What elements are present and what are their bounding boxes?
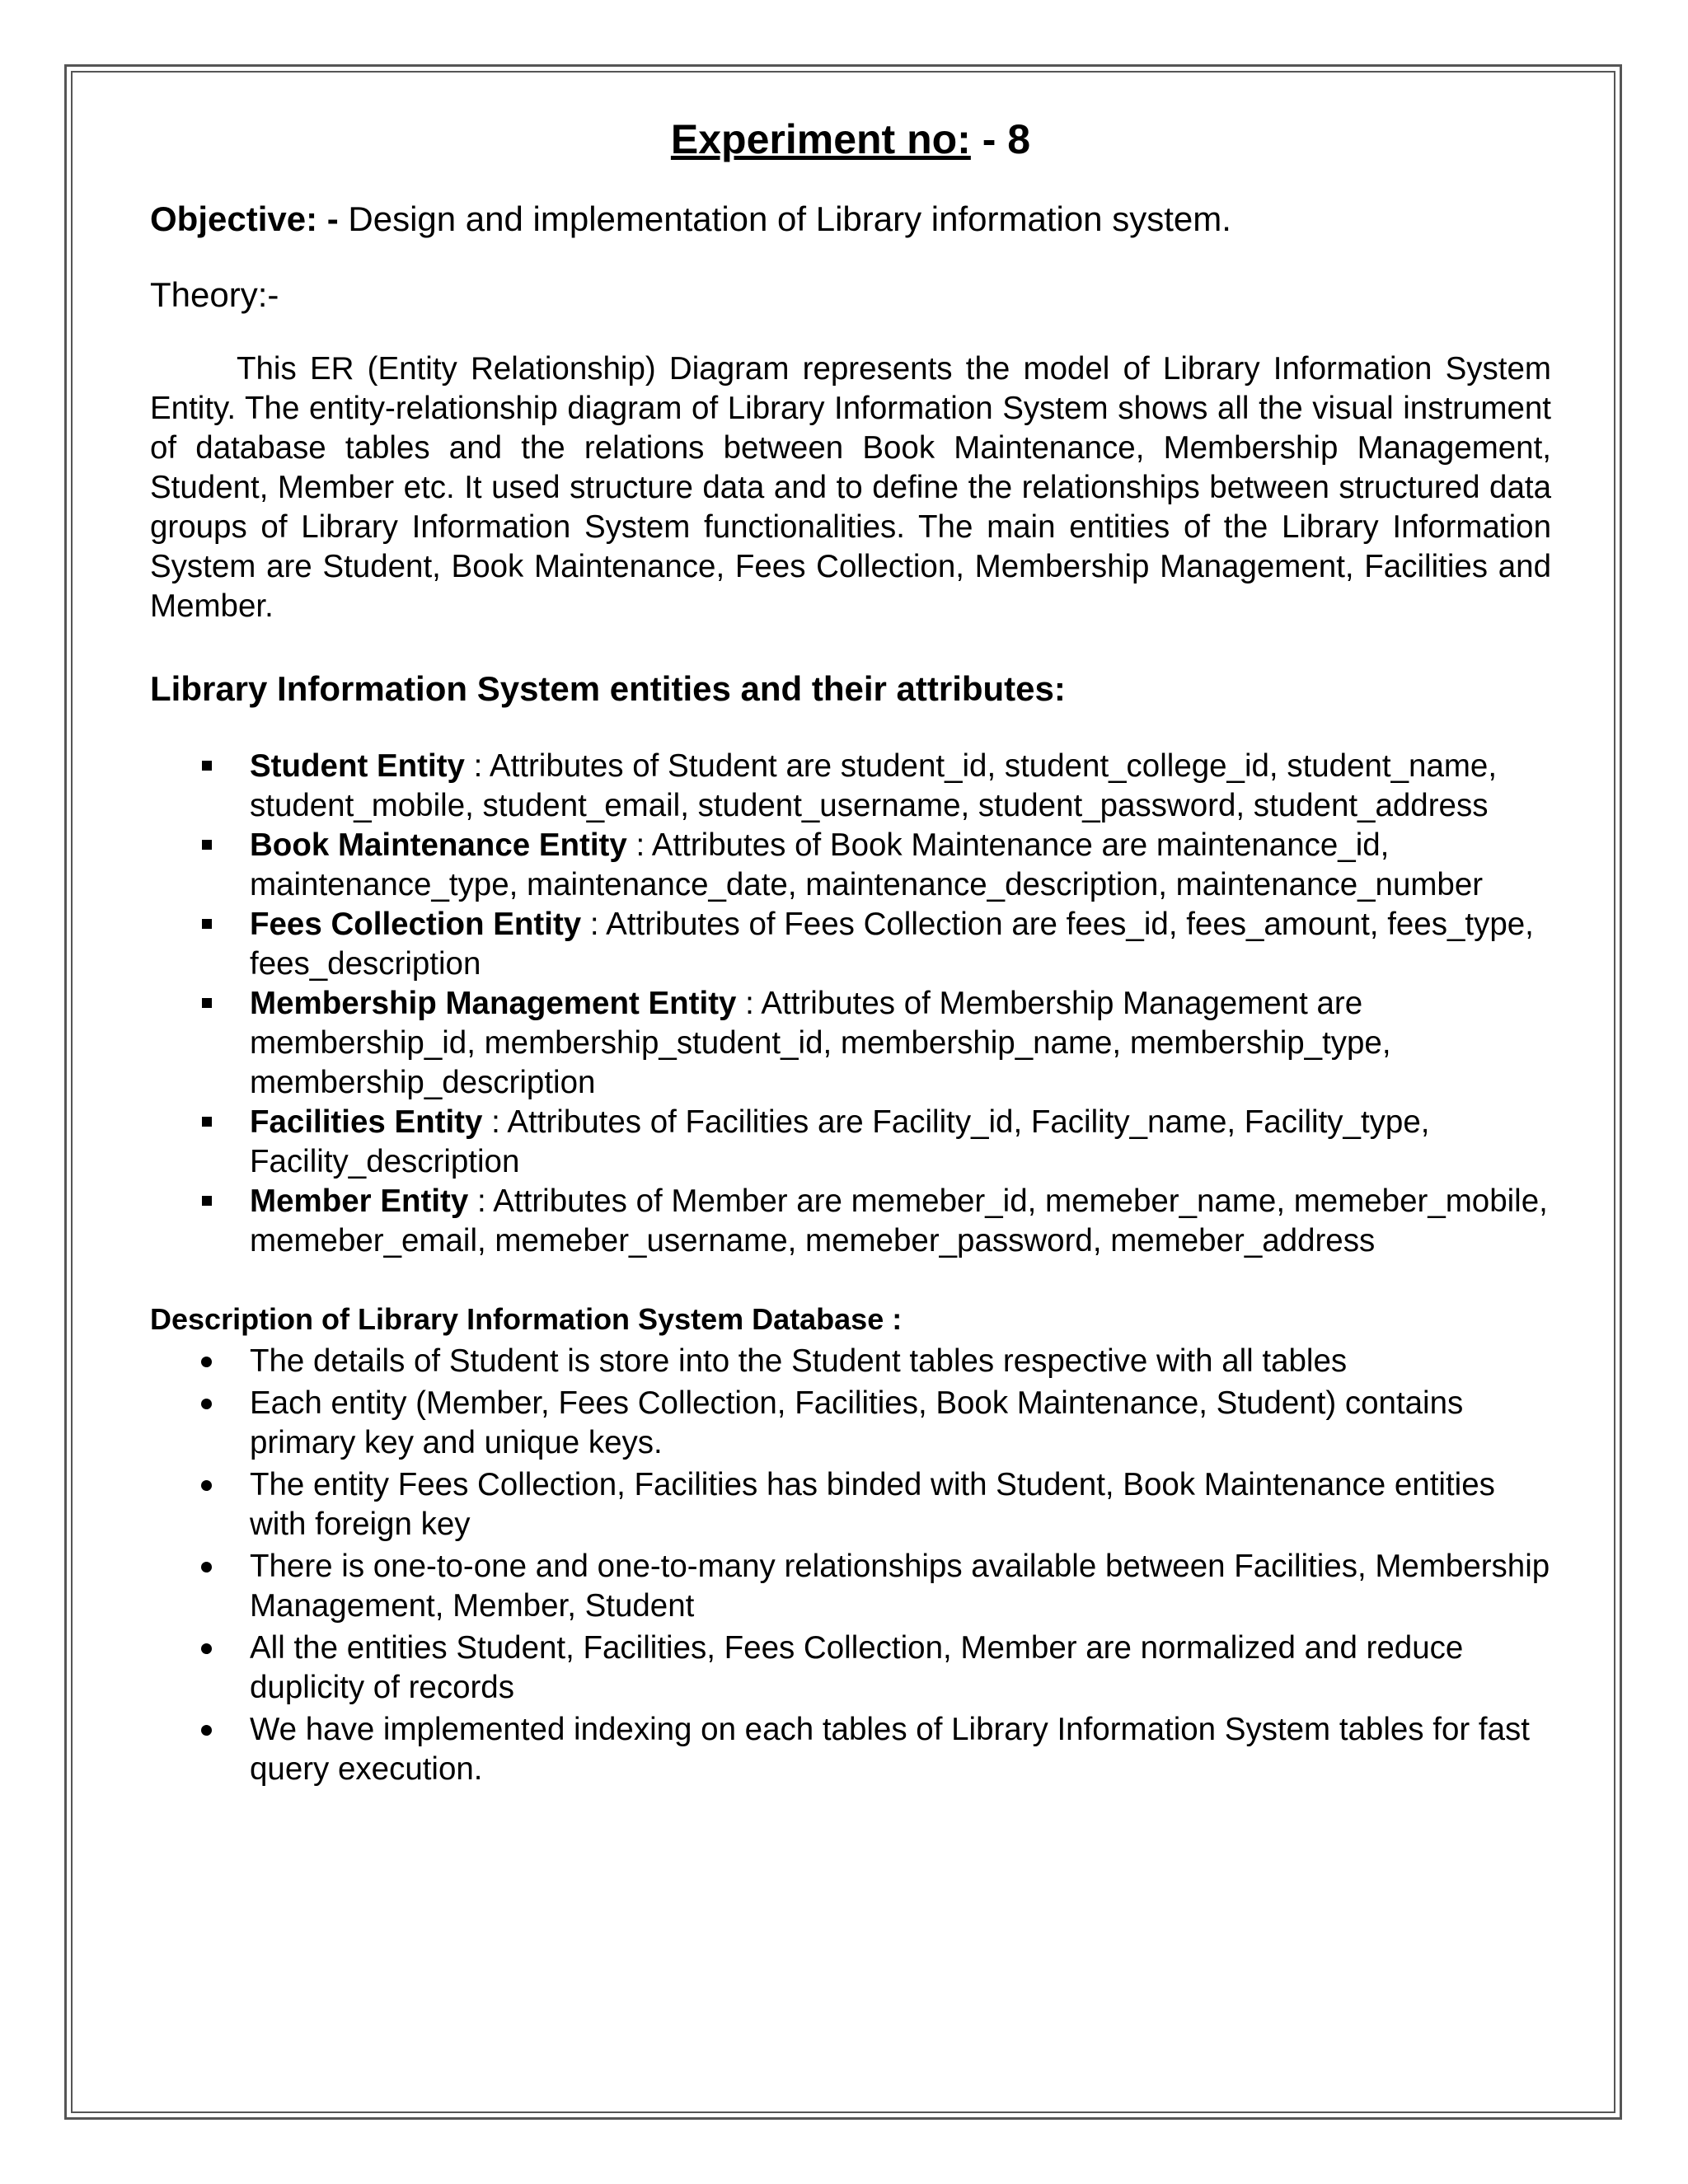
entity-description: : Attributes of Student are student_id, student_college_id, student_name, student_mobile, student_email, student_username, student_password, student_address (250, 748, 1498, 823)
list-item (150, 1629, 1551, 1708)
experiment-title-label: Experiment no: (670, 116, 971, 162)
list-item-text: The details of Student is store into the Student tables respective with all tables (250, 1343, 1348, 1379)
square-bullet-icon (202, 1196, 212, 1206)
entity-description: : Attributes of Fees Collection are fees_id, fees_amount, fees_type, fees_description (250, 907, 1534, 982)
entity-description: : Attributes of Member are memeber_id, memeber_name, memeber_mobile, memeber_email, memeber_username, memeber_password, memeber_address (250, 1183, 1548, 1258)
entity-name: Facilities Entity (250, 1104, 483, 1140)
entity-name: Fees Collection Entity (250, 907, 582, 942)
list-item-text: Each entity (Member, Fees Collection, Facilities, Book Maintenance, Student) contains primary key and unique keys. (250, 1385, 1464, 1460)
experiment-number: - 8 (970, 116, 1031, 162)
square-bullet-icon (202, 998, 212, 1008)
entity-list (150, 747, 1551, 1261)
experiment-title (150, 107, 1551, 171)
entity-name: Member Entity (250, 1183, 469, 1219)
theory-heading: Theory:- (150, 275, 279, 314)
square-bullet-icon (202, 919, 212, 929)
entities-heading: Library Information System entities and their attributes: (150, 669, 1066, 708)
objective-text: Design and implementation of Library information system. (338, 199, 1231, 238)
list-item (150, 1342, 1551, 1381)
database-description-heading: Description of Library Information System Database : (150, 1302, 903, 1336)
list-item (150, 1384, 1551, 1463)
square-bullet-icon (202, 1117, 212, 1127)
list-item-text: We have implemented indexing on each tables of Library Information System tables for fast query execution. (250, 1712, 1530, 1787)
list-item (150, 1710, 1551, 1789)
theory-paragraph: This ER (Entity Relationship) Diagram represents the model of Library Information System Entity. The entity-relationship diagram of Library Information System shows all the visual instrument of database tables and the relations between Book Maintenance, Membership Management, Student, Member etc. It used structure data and to define the relationships between structured data groups of Library Information System functionalities. The main entities of the Library Information System are Student, Book Maintenance, Fees Collection, Membership Management, Facilities and Member. (150, 351, 1551, 624)
round-bullet-icon (201, 1562, 212, 1572)
entity-item-facilities (150, 1103, 1551, 1182)
round-bullet-icon (201, 1399, 212, 1409)
entity-name: Membership Management Entity (250, 986, 737, 1021)
objective-label: Objective: - (150, 199, 339, 238)
round-bullet-icon (201, 1480, 212, 1491)
list-item-text: All the entities Student, Facilities, Fees Collection, Member are normalized and reduce duplicity of records (250, 1630, 1464, 1705)
list-item (150, 1465, 1551, 1544)
round-bullet-icon (201, 1357, 212, 1367)
entity-name: Book Maintenance Entity (250, 827, 627, 863)
square-bullet-icon (202, 761, 212, 771)
list-item-text: The entity Fees Collection, Facilities has binded with Student, Book Maintenance entities with foreign key (250, 1467, 1495, 1542)
document-content (150, 107, 1551, 1792)
entity-item-fees-collection (150, 905, 1551, 984)
list-item (150, 1547, 1551, 1626)
objective (150, 194, 1551, 244)
entity-item-membership-management (150, 984, 1551, 1103)
entity-name: Student Entity (250, 748, 465, 784)
entity-item-student (150, 747, 1551, 826)
round-bullet-icon (201, 1643, 212, 1654)
entity-item-member (150, 1182, 1551, 1261)
entity-description: : Attributes of Facilities are Facility_id, Facility_name, Facility_type, Facility_description (250, 1104, 1430, 1179)
square-bullet-icon (202, 840, 212, 850)
entity-description: : Attributes of Book Maintenance are maintenance_id, maintenance_type, maintenance_date, maintenance_description, maintenance_number (250, 827, 1484, 902)
entity-description: : Attributes of Membership Management are membership_id, membership_student_id, membership_name, membership_type, membership_description (250, 986, 1391, 1100)
database-description-list (150, 1342, 1551, 1789)
round-bullet-icon (201, 1725, 212, 1736)
entity-item-book-maintenance (150, 826, 1551, 905)
list-item-text: There is one-to-one and one-to-many relationships available between Facilities, Membership Management, Member, Student (250, 1549, 1550, 1624)
